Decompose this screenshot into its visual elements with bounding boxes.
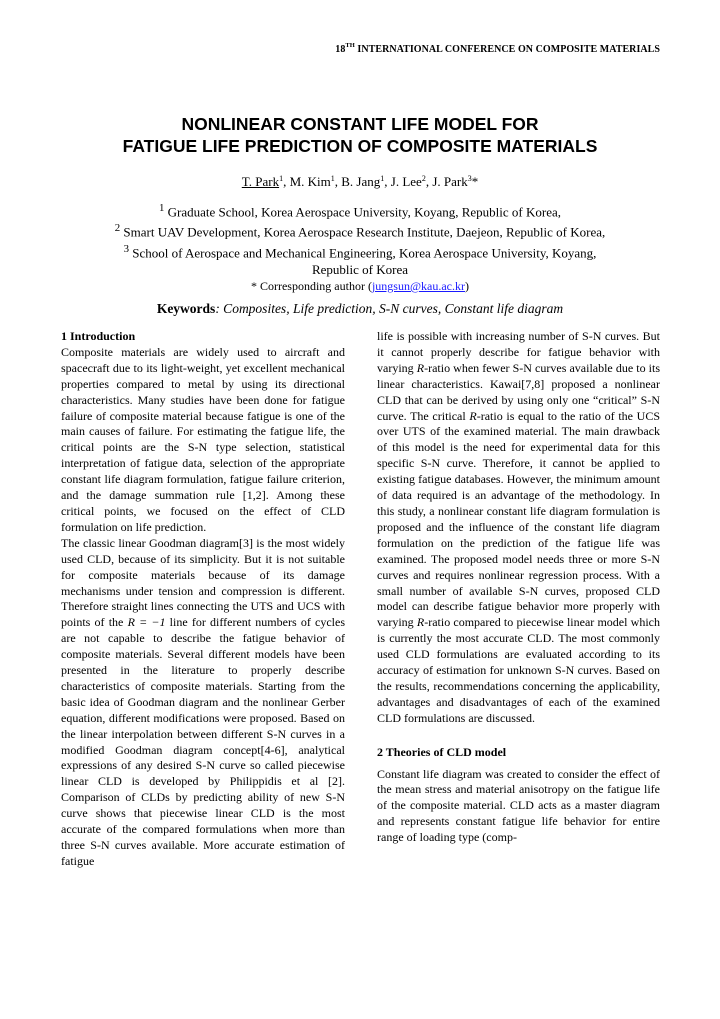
affiliation-line: Republic of Korea: [311, 261, 409, 277]
affiliations: [0, 200, 720, 295]
keywords: [0, 301, 720, 317]
equation: R = −1: [127, 615, 166, 630]
author-list: T. Park$^1$, M. Kim$^1$, B. Jang$^1$, J. Lee$^2$, J. Park$^3$*: [241, 174, 479, 189]
title-line-1: NONLINEAR CONSTANT LIFE MODEL FOR: [181, 114, 539, 134]
author-name: J. Lee: [390, 174, 422, 189]
affiliation-line: $^1$ Graduate School, Korea Aerospace University, Koyang, Republic of Korea,: [158, 202, 562, 220]
section-heading-introduction: 1 Introduction: [61, 329, 136, 343]
keywords-text: : Composites, Life prediction, S-N curves, Constant life diagram: [215, 301, 564, 316]
author-name: M. Kim: [289, 174, 331, 189]
author-name: B. Jang: [341, 174, 381, 189]
affiliation-line: $^2$ Smart UAV Development, Korea Aerospace Research Institute, Daejeon, Republic of Korea,: [114, 222, 606, 240]
paragraph: Constant life diagram was created to consider the effect of the mean stress and material anisotropy on the fatigue life of the composite material. CLD acts as a master diagram and represents constant fatigue life behavior for entire range of loading type (comp-: [377, 766, 660, 845]
left-column: [61, 329, 345, 870]
keywords-label: Keywords: [156, 301, 216, 316]
author-name: T. Park: [241, 174, 280, 189]
email-link[interactable]: jungsun@kau.ac.kr: [371, 278, 465, 293]
conference-header: 18TH INTERNATIONAL CONFERENCE ON COMPOSITE MATERIALS: [335, 42, 660, 55]
paragraph: Composite materials are widely used to aircraft and spacecraft due to its light-weight, yet excellent mechanical properties compared to metal by using its directional characteristics. Many studies have been done for fatigue failure of composite material because fatigue is one of the main causes of failure. For estimating the fatigue life, the critical points are the S-N type selection, statistical interpretation of fatigue data, selection of the appropriate constant life diagram formulation, fatigue failure criterion, and the damage summation rule [1,2]. Among these critical points, we focused on the effect of CLD formulation on life prediction.: [61, 344, 345, 534]
right-column: [377, 329, 660, 846]
paper-title: [0, 113, 720, 157]
corresponding-author: * Corresponding author (jungsun@kau.ac.kr): [250, 278, 469, 293]
author-name: J. Park: [432, 174, 468, 189]
title-line-2: FATIGUE LIFE PREDICTION OF COMPOSITE MATERIALS: [122, 136, 598, 156]
section-heading-theories: 2 Theories of CLD model: [377, 744, 507, 759]
paragraph: The classic linear Goodman diagram[3] is the most widely used CLD, because of its simplicity. But it is not suitable for composite materials because of its damage mechanisms under tension and compression is different. Therefore straight lines connecting the UTS and UCS with points of the R = −1 line for different numbers of cycles are not capable to describe the fatigue behavior of composite materials. Several different models have been presented in the literature to properly describe characteristics of composite materials. Starting from the basic idea of Goodman diagram and the nonlinear Gerber equation, different modifications were proposed. Based on the linear interpolation between different S-N curves in a modified Goodman diagram concept[4-6], analytical expressions of any desired S-N curve so called piecewise linear CLD is developed by Philippidis et al [2]. Comparison of CLDs by predicting ability of new S-N curve shows that piecewise linear CLD is the most accurate of the compared formulations when more than three S-N curves available. More accurate estimation of fatigue: [61, 535, 345, 868]
affiliation-line: $^3$ School of Aerospace and Mechanical Engineering, Korea Aerospace University, Koyang,: [123, 242, 597, 260]
paragraph: life is possible with increasing number of S-N curves. But it cannot properly describe for fatigue behavior with varying R-ratio when fewer S-N curves available due to its linear characteristics. Kawai[7,8] proposed a nonlinear CLD that can be derived by using only one “critical” S-N curve. The critical R-ratio is equal to the ratio of the UCS over UTS of the examined material. The main drawback of this model is the need for experimental data for this specific S-N curve. Therefore, it cannot be applied to existing fatigue databases. However, the minimum amount of data required is an advantage of the methodology. In this study, a nonlinear constant life diagram formulation is proposed and the influence of the constant life diagram formulation on the prediction of the fatigue life was examined. The proposed model needs three or more S-N curves and requires nonlinear regression process. With a small number of available S-N curves, proposed CLD model can describe fatigue behavior more properly with varying R-ratio compared to piecewise linear model which is currently the most accurate CLD. The most commonly used CLD formulations are evaluated according to its accuracy of estimation for unknown S-N curves. Based on the results, recommendations concerning the applicability, advantages and disadvantages of each of the examined CLD formulations are discussed.: [377, 329, 661, 725]
